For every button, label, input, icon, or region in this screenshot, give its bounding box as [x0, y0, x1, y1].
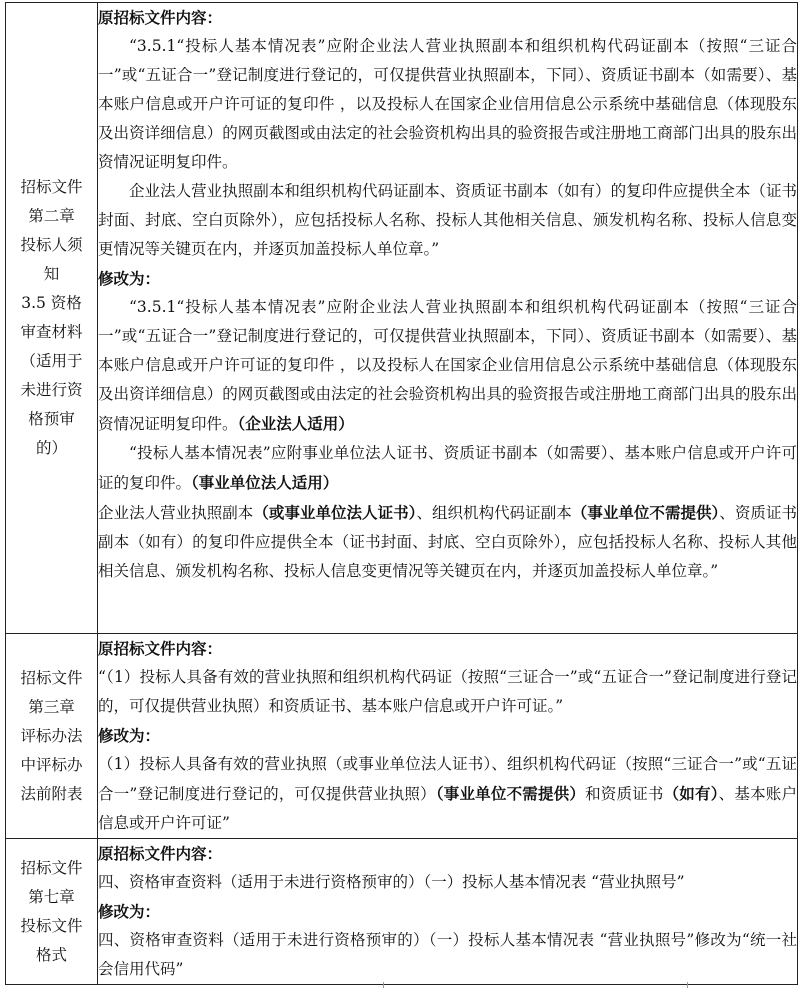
section-line: 知 — [43, 265, 60, 283]
original-label: 原招标文件内容： — [98, 8, 223, 27]
revised-text: 、基本账户信息或开户许可证” — [98, 785, 797, 832]
revised-text: “投标人基本情况表”应附事业单位法人证书、资质证书副本（如需要）、基本账户信息或开户许可证的复印件。 — [98, 444, 797, 492]
section-cell — [6, 3, 98, 634]
section-line: 招标文件 — [20, 668, 83, 687]
revised-text: 企业法人营业执照副本 — [98, 504, 254, 522]
section-line: 投标文件 — [20, 916, 83, 935]
section-line: 招标文件 — [20, 858, 83, 877]
content-cell — [98, 3, 798, 634]
original-label: 原招标文件内容： — [98, 639, 223, 658]
revised-paragraph — [98, 750, 797, 838]
section-line: 格式 — [35, 945, 67, 964]
revised-bold-note: （或事业单位法人证书） — [253, 503, 417, 522]
section-line: 法前附表 — [20, 784, 83, 803]
revised-bold-note: （如有） — [663, 784, 719, 803]
content-cell — [98, 839, 798, 985]
revised-bold-note: （事业单位不需提供） — [571, 503, 720, 522]
table-row — [6, 839, 798, 985]
revised-text: “3.5.1“投标人基本情况表”应附企业法人营业执照副本和组织机构代码证副本（按照“三证合一”或“五证合一”登记制度进行登记的，可仅提供营业执照副本，下同）、资质证书副本（如需要）、基本账户信息或开户许可证的复印件 ，以及投标人在国家企业信用信息公示系统中基础信息（体现股东及出资详细信息）的网页截图或由法定的社会验资机构出具的验资报告或注册地工商部门出具的股东出资情况证明复印件。 — [98, 298, 797, 433]
section-line: （适用于 — [20, 352, 83, 370]
section-line: 格预审 — [28, 410, 75, 428]
revised-paragraph: 四、资格审查资料（适用于未进行资格预审的）（一）投标人基本情况表 “营业执照号”修改为“统一社会信用代码” — [98, 931, 797, 978]
page-edge-mark — [383, 982, 384, 988]
original-paragraph: “（1）投标人具备有效的营业执照和组织机构代码证（按照“三证合一”或“五证合一”登记制度进行登记的，可仅提供营业执照）和资质证书、基本账户信息或开户许可证。” — [98, 668, 797, 715]
revised-label: 修改为： — [98, 269, 161, 288]
section-line: 未进行资 — [20, 381, 83, 399]
revised-text: （1）投标人具备有效的营业执照（或事业单位法人证书）、组织机构代码证（按照“三证合一”或“五证合一”登记制度进行登记的，可仅提供营业执照） — [98, 755, 797, 803]
revised-label: 修改为： — [98, 902, 161, 921]
section-cell — [6, 839, 98, 985]
revised-bold-note: （事业单位法人适用） — [191, 473, 339, 492]
table-row — [6, 3, 798, 634]
revised-paragraph — [98, 293, 797, 439]
table-row — [6, 634, 798, 839]
section-line: 审查材料 — [20, 323, 83, 341]
page-edge-mark — [687, 982, 688, 988]
section-line: 3.5 资格 — [21, 294, 82, 312]
revised-text: 和资质证书 — [585, 785, 664, 803]
section-line: 评标办法 — [20, 726, 83, 745]
section-line: 投标人须 — [20, 236, 83, 254]
section-line: 第三章 — [28, 697, 75, 716]
section-line: 中评标办 — [20, 755, 83, 774]
revised-paragraph — [98, 439, 797, 498]
section-cell — [6, 634, 98, 839]
section-line: 的） — [35, 439, 67, 457]
revised-bold-note: （企业法人适用） — [237, 414, 354, 433]
revised-label: 修改为： — [98, 726, 161, 745]
original-paragraph: “3.5.1“投标人基本情况表”应附企业法人营业执照副本和组织机构代码证副本（按照“三证合一”或“五证合一”登记制度进行登记的，可仅提供营业执照副本，下同）、资质证书副本（如需要）、基本账户信息或开户许可证的复印件 ，以及投标人在国家企业信用信息公示系统中基础信息（体现股东及出资详细信息）的网页截图或由法定的社会验资机构出具的验资报告或注册地工商部门出具的股东出资情况证明复印件。 — [98, 37, 797, 171]
section-line: 第七章 — [28, 887, 75, 906]
content-cell — [98, 634, 798, 839]
original-paragraph: 四、资格审查资料（适用于未进行资格预审的）（一）投标人基本情况表 “营业执照号” — [98, 873, 685, 891]
amendment-table — [5, 2, 798, 985]
revised-text: 、组织机构代码证副本 — [416, 504, 572, 522]
section-line: 第二章 — [28, 207, 75, 225]
revised-bold-note: （事业单位不需提供） — [435, 784, 586, 803]
original-paragraph: 企业法人营业执照副本和组织机构代码证副本、资质证书副本（如有）的复印件应提供全本（证书封面、封底、空白页除外），应包括投标人名称、投标人其他相关信息、颁发机构名称、投标人信息变更情况等关键页在内，并逐页加盖投标人单位章。” — [98, 182, 797, 258]
section-line: 招标文件 — [20, 178, 83, 196]
revised-paragraph — [98, 498, 797, 586]
original-label: 原招标文件内容： — [98, 844, 223, 863]
revised-text: 、资质证书副本（如有）的复印件应提供全本（证书封面、封底、空白页除外），应包括投标人名称、投标人其他相关信息、颁发机构名称、投标人信息变更情况等关键页在内，并逐页加盖投标人单位章。” — [98, 504, 797, 580]
